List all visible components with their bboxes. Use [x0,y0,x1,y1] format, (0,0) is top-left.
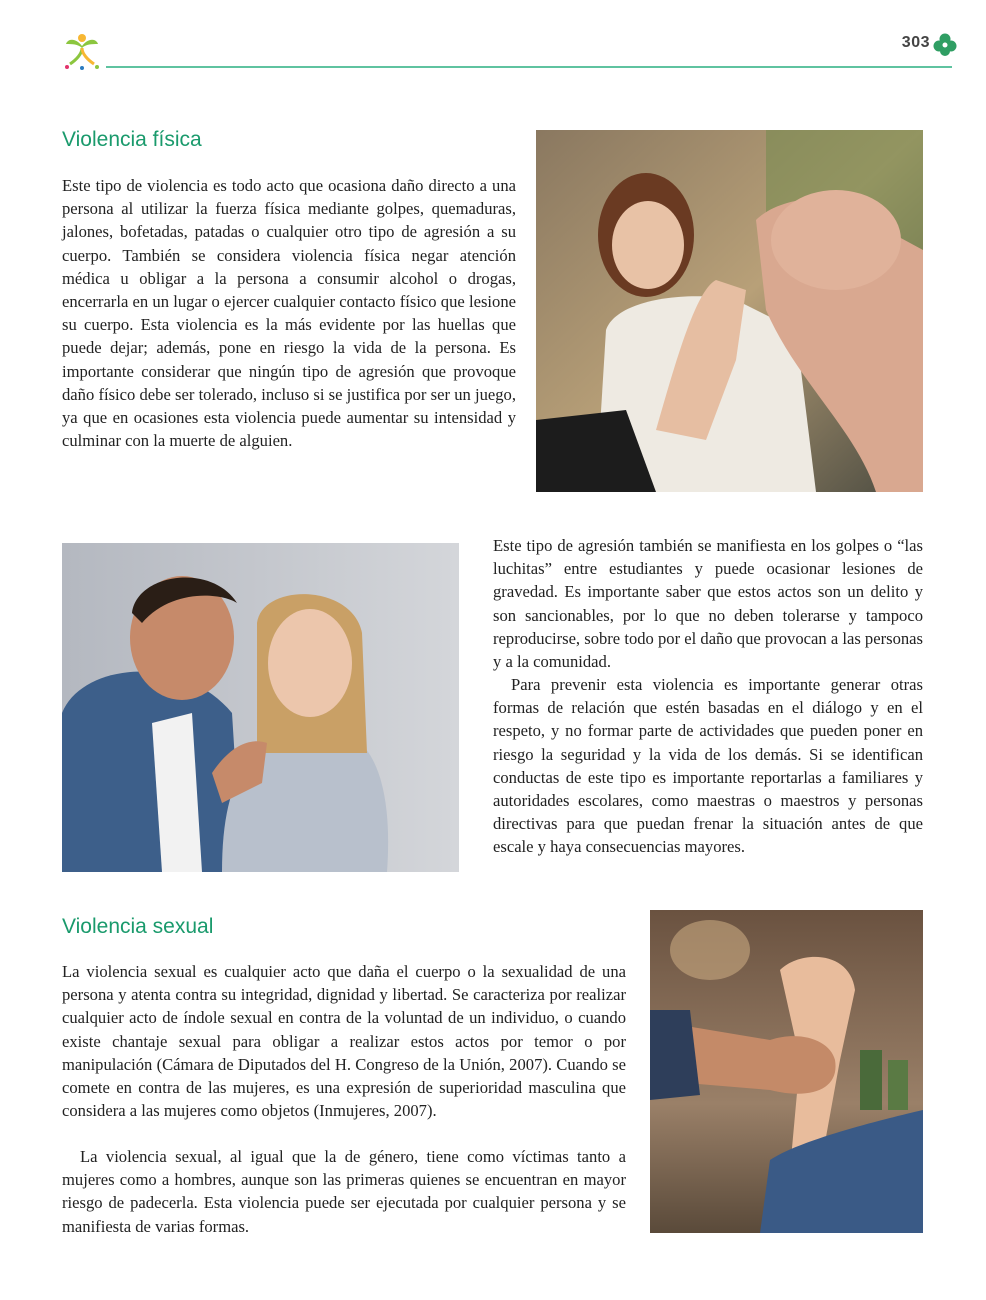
section-heading-violencia-fisica: Violencia física [62,128,202,151]
paragraph-sexual-1: La violencia sexual es cualquier acto que daña el cuerpo o la sexualidad de una persona y atenta contra su integridad, dignidad y libertad. Se caracteriza por realizar cualquier acto de índole sexual en contra de la voluntad de un individuo, o cuando existe chantaje sexual para obligar a realizar estos actos por temor o por manipulación (Cámara de Diputados del H. Congreso de la Unión, 2007). Cuando se comete en contra de las mujeres, es una expresión de superioridad masculina que considera a las mujeres como objetos (Inmujeres, 2007). [62,962,626,1121]
photo-woman-defending [536,130,923,492]
paragraph-fisica-2: Este tipo de agresión también se manifiesta en los golpes o “las luchitas” entre estudiantes y puede ocasionar lesiones de gravedad. Es importante saber que estos actos son un delito y son sancionables, por lo que no deben tolerarse y tampoco reproducirse, sobre todo por el daño que provocan a las personas y a la comunidad. [493,536,923,672]
paragraph-fisica-1: Este tipo de violencia es todo acto que ocasiona daño directo a una persona al utilizar la fuerza física mediante golpes, quemaduras, jalones, bofetadas, patadas o cualquier otro tipo de agresión a su cuerpo. También se considera violencia física negar atención médica u obligar a la persona a consumir alcohol o drogas, encerrarla en un lugar o ejercer cualquier contacto físico que lesione su cuerpo. Esta violencia es la más evidente por las huellas que puede dejar; además, pone en riesgo la vida de la persona. Es importante considerar que ningún tipo de agresión que provoque daño físico debe ser tolerado, incluso si se justifica por ser un juego, ya que en ocasiones esta violencia puede aumentar su intensidad y culminar con la muerte de alguien. [62,176,516,451]
clover-icon [932,32,958,58]
photo-man-shouting [62,543,459,872]
page-number: 303 [901,34,930,51]
section-heading-violencia-sexual: Violencia sexual [62,915,214,938]
header-rule [106,66,952,68]
sprout-figure-icon [62,30,102,72]
paragraph-fisica-3: Para prevenir esta violencia es importante generar otras formas de relación que estén basadas en el diálogo y en el respeto, y no formar parte de actividades que pueden poner en riesgo la seguridad y la vida de los demás. Si se identifican conductas de este tipo es importante reportarlas a familiares y autoridades escolares, como maestras o maestros y personas directivas para que puedan frenar la situación antes de que escale y haya consecuencias mayores. [493,675,923,857]
photo-wrist-grab [650,910,923,1233]
paragraph-sexual-2: La violencia sexual, al igual que la de género, tiene como víctimas tanto a mujeres como a hombres, aunque son las primeras quienes se encuentran en mayor riesgo de padecerla. Esta violencia puede ser ejecutada por cualquier persona y se manifiesta de varias formas. [62,1147,626,1236]
